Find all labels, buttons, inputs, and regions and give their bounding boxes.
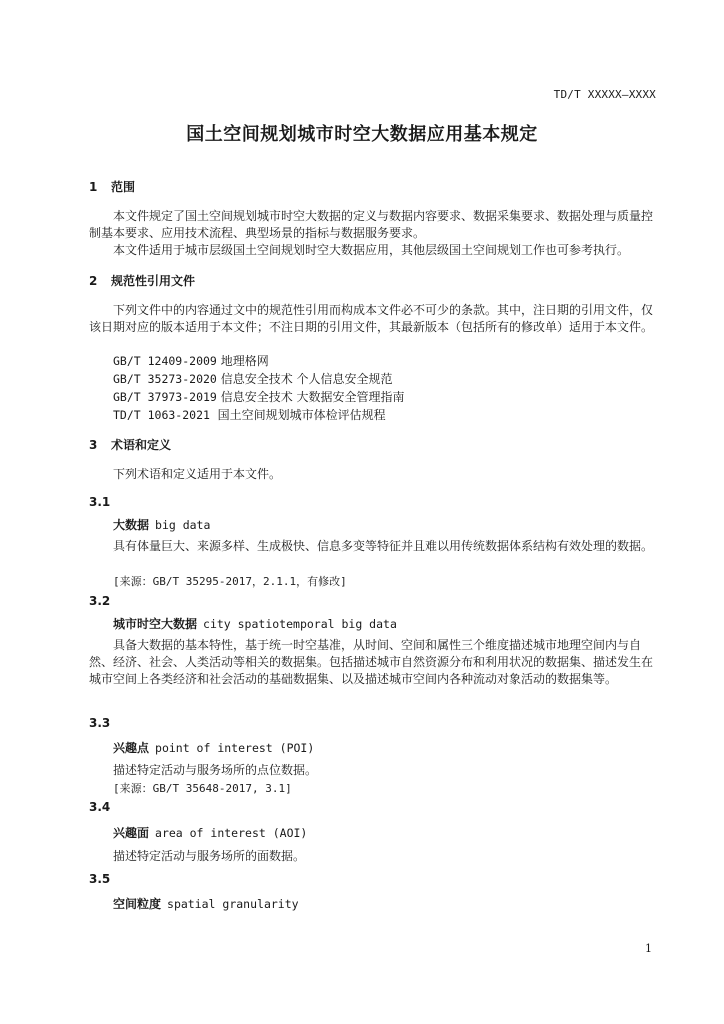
section-title: 范围	[111, 180, 136, 194]
reference-code: GB/T 35273-2020	[113, 372, 217, 386]
term-heading	[113, 895, 299, 912]
reference-name: 信息安全技术 个人信息安全规范	[220, 372, 393, 386]
term-number: 3.4	[89, 800, 111, 814]
term-number: 3.1	[89, 495, 111, 509]
term-number: 3.5	[89, 872, 111, 886]
reference-code: GB/T 12409-2009	[113, 354, 217, 368]
reference-code: TD/T 1063-2021	[113, 408, 210, 422]
document-title: 国土空间规划城市时空大数据应用基本规定	[186, 124, 538, 145]
reference-name: 信息安全技术 大数据安全管理指南	[220, 390, 405, 404]
term-heading	[113, 824, 307, 841]
normative-reference	[113, 407, 386, 424]
term-definition: 具有体量巨大、来源多样、生成极快、信息多变等特征并且难以用传统数据体系结构有效处理的数据。	[113, 539, 654, 553]
reference-code: GB/T 37973-2019	[113, 390, 217, 404]
document-code: TD/T XXXXX—XXXX	[553, 88, 656, 101]
term-heading	[113, 615, 397, 632]
term-chinese: 大数据	[113, 518, 150, 532]
term-heading	[113, 739, 314, 756]
section-3-heading	[89, 436, 171, 453]
term-number: 3.3	[89, 716, 111, 730]
section-title: 规范性引用文件	[111, 274, 196, 288]
term-number: 3.2	[89, 594, 111, 608]
section-1-heading	[89, 178, 135, 195]
term-english: big data	[155, 518, 211, 532]
section-number: 1	[89, 180, 98, 194]
term-english: point of interest (POI)	[155, 741, 315, 755]
term-source-note: [来源：GB/T 35295-2017，2.1.1，有修改]	[113, 575, 347, 588]
term-chinese: 空间粒度	[113, 897, 162, 911]
section-1-paragraph-1: 本文件规定了国土空间规划城市时空大数据的定义与数据内容要求、数据采集要求、数据处理与质量控制基本要求、应用技术流程、典型场景的指标与数据服务要求。	[89, 209, 654, 240]
term-chinese: 城市时空大数据	[113, 617, 198, 631]
term-definition: 具备大数据的基本特性，基于统一时空基准，从时间、空间和属性三个维度描述城市地理空间内与自然、经济、社会、人类活动等相关的数据集。包括描述城市自然资源分布和利用状况的数据集、描述发生在城市空间上各类经济和社会活动的基础数据集、以及描述城市空间内各种流动对象活动的数据集等。	[89, 638, 654, 686]
section-number: 3	[89, 438, 98, 452]
term-chinese: 兴趣面	[113, 826, 150, 840]
section-title: 术语和定义	[111, 438, 172, 452]
term-definition: 描述特定活动与服务场所的点位数据。	[113, 763, 318, 777]
page-number: 1	[645, 942, 652, 955]
section-2-heading	[89, 272, 195, 289]
section-number: 2	[89, 274, 98, 288]
term-english: area of interest (AOI)	[155, 826, 308, 840]
term-definition: 描述特定活动与服务场所的面数据。	[113, 849, 306, 863]
term-heading	[113, 516, 210, 533]
term-source-note: [来源：GB/T 35648-2017, 3.1]	[113, 782, 292, 795]
term-chinese: 兴趣点	[113, 741, 150, 755]
reference-name: 地理格网	[220, 354, 269, 368]
term-english: city spatiotemporal big data	[203, 617, 397, 631]
normative-reference	[113, 389, 405, 406]
reference-name: 国土空间规划城市体检评估规程	[217, 408, 386, 422]
normative-reference	[113, 353, 269, 370]
section-3-paragraph-1: 下列术语和定义适用于本文件。	[113, 467, 282, 481]
section-1-paragraph-2: 本文件适用于城市层级国土空间规划时空大数据应用，其他层级国土空间规划工作也可参考执行。	[113, 243, 630, 257]
normative-reference	[113, 371, 393, 388]
section-2-paragraph-1: 下列文件中的内容通过文中的规范性引用而构成本文件必不可少的条款。其中，注日期的引用文件，仅该日期对应的版本适用于本文件；不注日期的引用文件，其最新版本（包括所有的修改单）适用于本文件。	[89, 303, 654, 334]
term-english: spatial granularity	[167, 897, 299, 911]
